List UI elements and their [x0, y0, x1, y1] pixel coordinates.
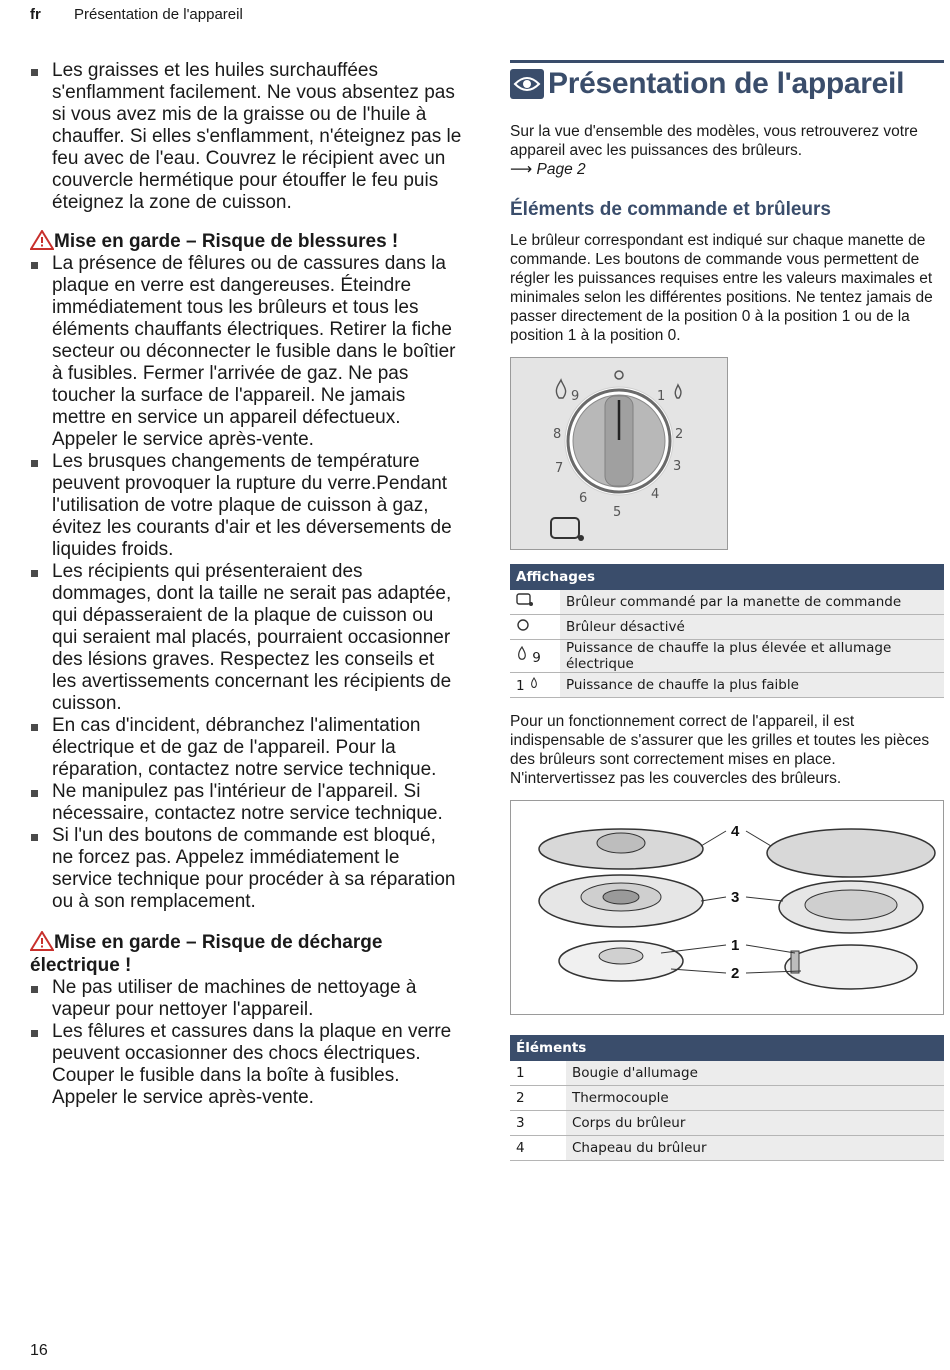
table-symbol: 1: [516, 678, 525, 694]
affichages-table: [510, 564, 944, 698]
warning-heading-electric: [30, 931, 462, 977]
knob-number: 7: [555, 461, 564, 476]
list-item: Ne pas utiliser de machines de nettoyage à vapeur pour nettoyer l'appareil.: [30, 977, 462, 1021]
table-cell: Brûleur désactivé: [560, 615, 944, 640]
subsection-text: Le brûleur correspondant est indiqué sur chaque manette de commande. Les boutons de commande vous permettent de régler les puissances requises entre les valeurs maximales et minimales selon les différentes positions. Ne tentez jamais de passer directement de la position 0 à la position 1 ou de la position 1 à la position 0.: [510, 232, 933, 344]
table-row: [510, 615, 944, 640]
burner-exploded-image: [511, 801, 943, 1014]
intro-text: Sur la vue d'ensemble des modèles, vous retrouverez votre appareil avec les puissances des brûleurs.: [510, 123, 918, 159]
table-row: [510, 640, 944, 673]
table-row: [510, 1136, 944, 1161]
knob-number: 5: [613, 505, 622, 520]
flame-large-icon: [516, 646, 528, 662]
page-header: [30, 6, 243, 23]
burner-indicator-icon: [510, 590, 560, 615]
table-symbol: 9: [532, 650, 541, 666]
table-cell: 3: [510, 1111, 566, 1136]
page-reference: [510, 160, 944, 179]
table-row: [510, 673, 944, 698]
elements-table: [510, 1035, 944, 1161]
warning-triangle-icon: [30, 230, 54, 250]
table-cell: Corps du brûleur: [566, 1111, 944, 1136]
burner-part-label: 1: [731, 937, 740, 954]
section-heading: [510, 60, 944, 101]
table-cell: Thermocouple: [566, 1086, 944, 1111]
control-knob-illustration: [510, 357, 728, 550]
right-column: [510, 60, 944, 1161]
warning-title: Mise en garde – Risque de blessures !: [54, 231, 399, 252]
knob-number: 1: [657, 389, 666, 404]
list-item: Les brusques changements de température peuvent provoquer la rupture du verre.Pendant l'utilisation de votre plaque de cuisson à gaz, évitez les courants d'air et les déversements de liquides froids.: [30, 451, 462, 561]
control-knob-image: [511, 358, 727, 549]
knob-number: 6: [579, 491, 588, 506]
list-item: Si l'un des boutons de commande est bloqué, ne forcez pas. Appelez immédiatement le service technique pour procéder à sa réparation ou à son remplacement.: [30, 825, 462, 913]
burner-illustration: [510, 800, 944, 1015]
list-item: Les graisses et les huiles surchauffées s'enflamment facilement. Ne vous absentez pas si vous avez mis de la graisse ou de l'huile à chauffer. Si elles s'enflamment, n'éteignez pas le feu avec de l'eau. Couvrez le récipient avec un couvercle hermétique pour étouffer le feu puis éteignez la zone de cuisson.: [30, 60, 462, 214]
burner-part-label: 4: [731, 823, 740, 840]
header-section-title: Présentation de l'appareil: [74, 6, 243, 23]
language-code: fr: [30, 6, 41, 23]
burner-part-label: 3: [731, 889, 740, 906]
table-row: [510, 1086, 944, 1111]
table-cell: Brûleur commandé par la manette de commande: [560, 590, 944, 615]
table-cell: Puissance de chauffe la plus élevée et allumage électrique: [560, 640, 944, 673]
paragraph-assembly: Pour un fonctionnement correct de l'appareil, il est indispensable de s'assurer que les grilles et toutes les pièces des brûleurs sont correctement mises en place. N'intervertissez pas les couvercles des brûleurs.: [510, 713, 930, 787]
table-cell: 1: [510, 1061, 566, 1086]
knob-number: 2: [675, 427, 684, 442]
page-ref-label: Page 2: [536, 161, 586, 178]
burner-part-label: 2: [731, 965, 740, 982]
table-cell: [510, 640, 560, 673]
table-row: [510, 590, 944, 615]
table-cell: Puissance de chauffe la plus faible: [560, 673, 944, 698]
table-row: [510, 1061, 944, 1086]
table-cell: 2: [510, 1086, 566, 1111]
table-cell: 4: [510, 1136, 566, 1161]
table-header: Éléments: [510, 1035, 944, 1061]
table-header: Affichages: [510, 564, 944, 590]
list-item: Les fêlures et cassures dans la plaque en verre peuvent occasionner des chocs électriques. Couper le fusible dans la boîte à fusibles. Appeler le service après-vente.: [30, 1021, 462, 1109]
knob-number: 8: [553, 427, 562, 442]
subsection-title: Éléments de commande et brûleurs: [510, 199, 831, 220]
table-cell: Chapeau du brûleur: [566, 1136, 944, 1161]
table-row: [510, 1111, 944, 1136]
page-number: 16: [30, 1342, 48, 1359]
list-item: Les récipients qui présenteraient des dommages, dont la taille ne serait pas adaptée, qui dépasseraient de la plaque de cuisson ou qui seraient mal placés, pourraient occasionner des lésions graves. Respectez les conseils et les avertissements concernant les récipients de cuisson.: [30, 561, 462, 715]
page-title: Présentation de l'appareil: [548, 67, 905, 100]
warning-title: Mise en garde – Risque de décharge électrique !: [30, 932, 383, 976]
warning-triangle-icon: [30, 931, 54, 951]
warning-heading-injury: [30, 230, 462, 253]
list-item: En cas d'incident, débranchez l'alimentation électrique et de gaz de l'appareil. Pour la réparation, contactez notre service technique.: [30, 715, 462, 781]
knob-number: 4: [651, 487, 660, 502]
flame-small-icon: [529, 676, 539, 690]
arrow-right-icon: ⟶: [510, 161, 533, 178]
list-item: La présence de fêlures ou de cassures dans la plaque en verre est dangereuses. Éteindre immédiatement tous les brûleurs et tous les éléments chauffants électriques. Retirer la fiche secteur ou déconnecter le fusible dans le boîtier à fusibles. Fermer l'arrivée de gaz. Ne pas toucher la surface de l'appareil. Ne jamais mettre en service un appareil défectueux. Appeler le service après-vente.: [30, 253, 462, 451]
off-circle-icon: [510, 615, 560, 640]
table-cell: Bougie d'allumage: [566, 1061, 944, 1086]
list-item: Ne manipulez pas l'intérieur de l'appareil. Si nécessaire, contactez notre service technique.: [30, 781, 462, 825]
knob-number: 9: [571, 389, 580, 404]
knob-number: 3: [673, 459, 682, 474]
left-column: [30, 60, 462, 1109]
eye-icon: [510, 69, 544, 99]
table-cell: [510, 673, 560, 698]
